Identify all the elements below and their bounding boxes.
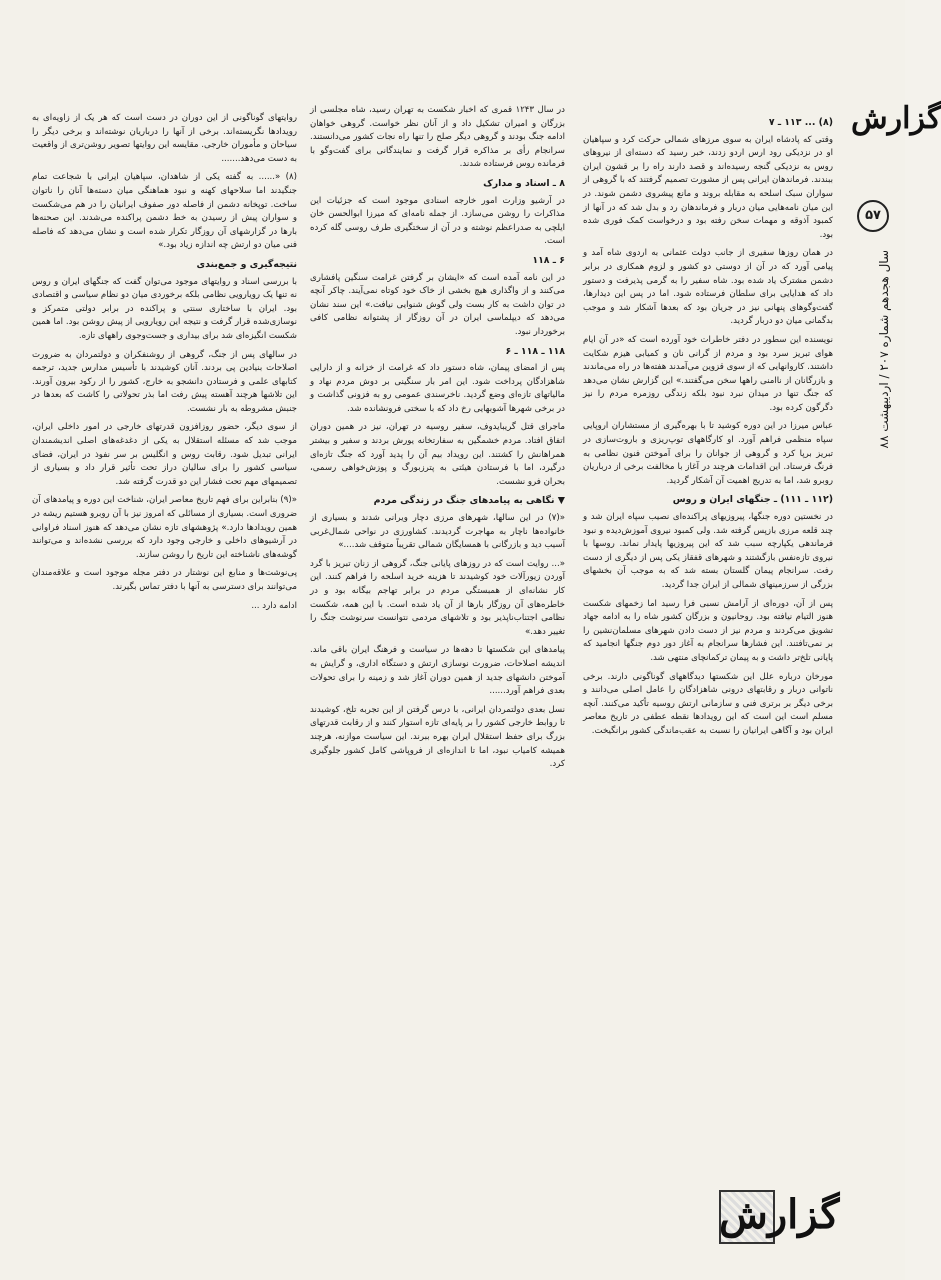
article-paragraph: نسل بعدی دولتمردان ایرانی، با درس گرفتن از این تجربه تلخ، کوشیدند تا روابط خارجی کشور را بر پایه‌ای تازه استوار کنند و از رقابت قدرتهای بزرگ برای حفظ استقلال ایران بهره ببرند. این سیاست موازنه، هرچند همیشه کامیاب نبود، اما تا اندازه‌ای از فروپاشی کامل کشور جلوگیری کرد. <box>310 704 565 770</box>
masthead <box>843 0 941 1280</box>
section-heading: ۱۱۸ ـ ۱۱۸ ـ ۶ <box>505 345 565 357</box>
article-paragraph: در همان روزها سفیری از جانب دولت عثمانی به اردوی شاه آمد و پیامی آورد که در آن از دوستی دو کشور و لزوم همکاری در برابر دشمن مشترک یاد شده بود. شاه سفیر را به گرمی پذیرفت و دستور داد که هدایایی برای سلطان فرستاده شود. اما در پس این دیدارها، گفت‌وگوهای پنهانی نیز در جریان بود که بعدها آشکار شد و موجب بدگمانی میان دو دربار گردید. <box>583 248 833 327</box>
page-number: ۵۷ <box>857 200 889 232</box>
footer-logo-text: گزارش <box>719 1191 840 1238</box>
article-paragraph: با بررسی اسناد و روایتهای موجود می‌توان گفت که جنگهای ایران و روس نه تنها یک رویارویی نظامی بلکه برخوردی میان دو نظام سیاسی و اقتصادی بود. ایران با ساختاری سنتی و پراکنده در برابر دولتی متمرکز و نوسازی‌شده قرار گرفت و نتیجه این رویارویی از پیش روشن بود. اما همین شکست انگیزه‌ای شد برای بیداری و جست‌وجوی راههای تازه. <box>32 276 297 341</box>
article-paragraph: وقتی که پادشاه ایران به سوی مرزهای شمالی حرکت کرد و سپاهیان او در نزدیکی رود ارس اردو زدند، خبر رسید که دسته‌ای از نیروهای روس به نزدیکی گنجه رسیده‌اند و قصد دارند راه را بر قشون ایران ببندند. فرماندهان ایرانی پس از مشورت تصمیم گرفتند که با گروهی از سواران سبک اسلحه به مقابله بروند و مانع پیشروی دشمن شوند. در این میان نامه‌هایی میان دربار و فرماندهان رد و بدل شد که در آنها از کمبود آذوقه و مهمات سخن رفته بود و درخواست کمک فوری شده بود. <box>583 134 833 240</box>
magazine-logo: گزارش <box>851 101 941 136</box>
article-paragraph: پس از امضای پیمان، شاه دستور داد که غرامت از خزانه و از دارایی شاهزادگان پرداخت شود. این امر بار سنگینی بر دوش مردم نهاد و مالیاتهای تازه‌ای وضع گردید. ناخرسندی عمومی رو به فزونی گذاشت و در برخی شهرها آشوبهایی رخ داد که با سختی فرونشانده شد. <box>310 363 565 414</box>
article-paragraph: در این نامه آمده است که «ایشان بر گرفتن غرامت سنگین پافشاری می‌کنند و از واگذاری هیچ بخشی از خاک خود کوتاه نمی‌آیند. چاکر آنچه در توان داشت به کار بست ولی گوش شنوایی نیافت.» این سند نشان می‌دهد که دیپلماسی ایران در آن روزگار از پشتوانه نظامی کافی برخوردار نبود. <box>310 272 565 337</box>
section-heading: (۸) ... ۱۱۳ ـ ۷ <box>768 117 833 128</box>
article-paragraph: (۸) «...... به گفته یکی از شاهدان، سپاهیان ایرانی با شجاعت تمام جنگیدند اما سلاحهای کهنه و نبود هماهنگی میان دسته‌ها آنان را ناتوان ساخت. توپخانه دشمن از فاصله دور صفوف ایرانیان را در هم می‌شکست و سواران پیش از رسیدن به خط دشمن پراکنده می‌شدند. این صحنه‌ها بارها در گزارشهای آن روزگار تکرار شده است و نشان می‌دهد که فاصله فنی میان دو ارتش چه اندازه زیاد بود.» <box>32 172 297 251</box>
article-paragraph: ماجرای قتل گریبایدوف، سفیر روسیه در تهران، نیز در همین دوران اتفاق افتاد. مردم خشمگین به سفارتخانه یورش بردند و سفیر و بیشتر همراهانش را کشتند. این رویداد بیم آن را پدید آورد که جنگ تازه‌ای درگیرد، اما با فرستادن هیئتی به پترزبورگ و پوزش‌خواهی رسمی، بحران فرو نشست. <box>310 422 565 487</box>
article-paragraph: نویسنده این سطور در دفتر خاطرات خود آورده است که «در آن ایام هوای تبریز سرد بود و مردم از گرانی نان و کمیابی هیزم شکایت داشتند. کاروانهایی که از سوی قزوین می‌آمدند هفته‌ها در راه می‌ماندند و بازرگانان از ناامنی راهها سخن می‌گفتند.» این گزارش نشان می‌دهد که جنگ تنها در میدان نبرد نبود بلکه زندگی روزمره مردم را نیز دگرگون کرده بود. <box>583 334 833 413</box>
issue-info: سال هجدهم شماره ۲۰۷ / اردیبهشت ۸۸ <box>877 250 891 449</box>
article-paragraph: عباس میرزا در این دوره کوشید تا با بهره‌گیری از مستشاران اروپایی سپاه منظمی فراهم آورد. او کارگاههای توپ‌ریزی و باروت‌سازی در تبریز برپا کرد و گروهی از جوانان را برای آموختن فنون نظامی به فرنگ فرستاد. این اقدامات هرچند در آغاز با مخالفت برخی از درباریان روبرو شد، اما به تدریج اهمیت آن آشکار گردید. <box>583 421 833 486</box>
section-heading: نتیجه‌گیری و جمع‌بندی <box>196 258 297 270</box>
article-paragraph: در سالهای پس از جنگ، گروهی از روشنفکران و دولتمردان به ضرورت اصلاحات بنیادین پی بردند. آنان کوشیدند با تأسیس مدارس جدید، ترجمه کتابهای علمی و فرستادن دانشجو به خارج، کشور را از رکود بیرون آورند. این تلاشها هرچند آهسته پیش رفت اما بذر تحولاتی را کاشت که بعدها در جنبش مشروطه به بار نشست. <box>32 349 297 414</box>
article-paragraph: در نخستین دوره جنگها، پیروزیهای پراکنده‌ای نصیب سپاه ایران شد و چند قلعه مرزی بازپس گرفته شد. ولی کمبود نیروی آموزش‌دیده و نبود فرماندهی یکپارچه سبب شد که این پیروزیها پایدار نماند. روسها با نیروی تازه‌نفس بازگشتند و شهرهای قفقاز یکی پس از دیگری از دست رفت. سرانجام پیمان گلستان بسته شد که به موجب آن بخشهای بزرگی از سرزمینهای شمالی از ایران جدا گردید. <box>583 512 833 590</box>
article-paragraph: پیامدهای این شکستها تا دهه‌ها در سیاست و فرهنگ ایران باقی ماند. اندیشه اصلاحات، ضرورت نوسازی ارتش و دستگاه اداری، و گرایش به آموختن دانشهای جدید از همین دوران آغاز شد و زمینه را برای تحولات بعدی فراهم آورد...... <box>310 645 565 697</box>
article-paragraph: ادامه دارد ... <box>251 600 297 611</box>
article-paragraph: در سال ۱۲۴۳ قمری که اخبار شکست به تهران رسید، شاه مجلسی از بزرگان و امیران تشکیل داد و از آنان نظر خواست. گروهی خواهان ادامه جنگ بودند و گروهی دیگر صلح را تنها راه نجات کشور می‌دانستند. سرانجام رأی بر مذاکره قرار گرفت و نمایندگانی برای گفت‌وگو با فرمانده روس فرستاده شدند. <box>310 105 565 170</box>
section-heading: (۱۱۲ ـ ۱۱۱) ـ جنگهای ایران و روس <box>672 494 833 506</box>
section-heading: ۸ ـ اسناد و مدارک <box>483 177 565 189</box>
article-paragraph: از سوی دیگر، حضور روزافزون قدرتهای خارجی در امور داخلی ایران، موجب شد که مسئله استقلال به یکی از دغدغه‌های اصلی اندیشمندان ایرانی تبدیل شود. رقابت روس و انگلیس بر سر نفوذ در ایران، فضای سیاسی کشور را برای سالیان دراز تحت تأثیر قرار داد و بسیاری از تصمیمهای مهم تحت فشار این دو قدرت گرفته شد. <box>32 422 297 487</box>
section-heading: ▼ نگاهی به پیامدهای جنگ در زندگی مردم <box>373 495 565 507</box>
article-paragraph: «(۹) بنابراین برای فهم تاریخ معاصر ایران، شناخت این دوره و پیامدهای آن ضروری است. بسیاری از مسائلی که امروز نیز با آن روبرو هستیم ریشه در همین رویدادها دارد.» پژوهشهای تازه نشان می‌دهد که هنوز اسناد فراوانی در آرشیوهای داخلی و خارجی وجود دارد که بررسی نشده‌اند و می‌توانند گوشه‌های ناشناخته این تاریخ را روشن سازند. <box>32 495 297 560</box>
text-column-left <box>32 112 297 1192</box>
article-paragraph: پی‌نوشت‌ها و منابع این نوشتار در دفتر مجله موجود است و علاقه‌مندان می‌توانند برای دسترسی به آنها با دفتر تماس بگیرند. <box>32 568 297 592</box>
footer-logo <box>719 1180 840 1250</box>
article-paragraph: «(۷) در این سالها، شهرهای مرزی دچار ویرانی شدند و بسیاری از خانواده‌ها ناچار به مهاجرت گردیدند. کشاورزی در نواحی شمال‌غربی آسیب دید و بازرگانی با همسایگان شمالی تقریباً متوقف شد....» <box>310 513 565 551</box>
section-heading: ۶ ـ ۱۱۸ <box>532 254 565 266</box>
article-paragraph: در آرشیو وزارت امور خارجه اسنادی موجود است که جزئیات این مذاکرات را روشن می‌سازد. از جمله نامه‌ای که میرزا ابوالحسن خان ایلچی به صدراعظم نوشته و در آن از سختگیری طرف روسی گله کرده است. <box>310 195 565 247</box>
text-column-right <box>583 112 833 1212</box>
article-paragraph: «... روایت است که در روزهای پایانی جنگ، گروهی از زنان تبریز با گرد آوردن زیورآلات خود کوشیدند تا هزینه خرید اسلحه را فراهم کنند. این کار نشانه‌ای از همبستگی مردم در برابر تهاجم بیگانه بود و در خاطره‌های آن روزگار بارها از آن یاد شده است. با این همه، شکست نظامی اجتناب‌ناپذیر بود و تلاشهای مردمی نتوانست سرنوشت جنگ را تغییر دهد.» <box>310 558 565 637</box>
article-paragraph: روایتهای گوناگونی از این دوران در دست است که هر یک از زاویه‌ای به رویدادها نگریسته‌اند. برخی از آنها را درباریان نوشته‌اند و برخی دیگر را سیاحان و مأموران خارجی. مقایسه این روایتها تصویر روشن‌تری از واقعیت به دست می‌دهد....... <box>32 113 297 164</box>
article-paragraph: پس از آن، دوره‌ای از آرامش نسبی فرا رسید اما زخمهای شکست هنوز التیام نیافته بود. روحانیون و بزرگان کشور شاه را به ادامه جهاد تشویق می‌کردند و مردم نیز از دست دادن شهرهای مسلمان‌نشین را بر نمی‌تافتند. این فشارها سرانجام به آغاز دور دوم جنگها انجامید که پایانی تلخ‌تر داشت و به پیمان ترکمانچای منتهی شد. <box>583 598 833 663</box>
text-column-middle <box>310 104 565 1194</box>
article-paragraph: مورخان درباره علل این شکستها دیدگاههای گوناگونی دارند. برخی ناتوانی دربار و رقابتهای درونی شاهزادگان را عامل اصلی می‌دانند و برخی دیگر بر برتری فنی و سازمانی ارتش روسیه تأکید می‌کنند. آنچه مسلم است این است که این رویدادها نقطه عطفی در تاریخ معاصر ایران بود و آگاهی ایرانیان را نسبت به عقب‌ماندگی کشور برانگیخت. <box>583 671 833 736</box>
